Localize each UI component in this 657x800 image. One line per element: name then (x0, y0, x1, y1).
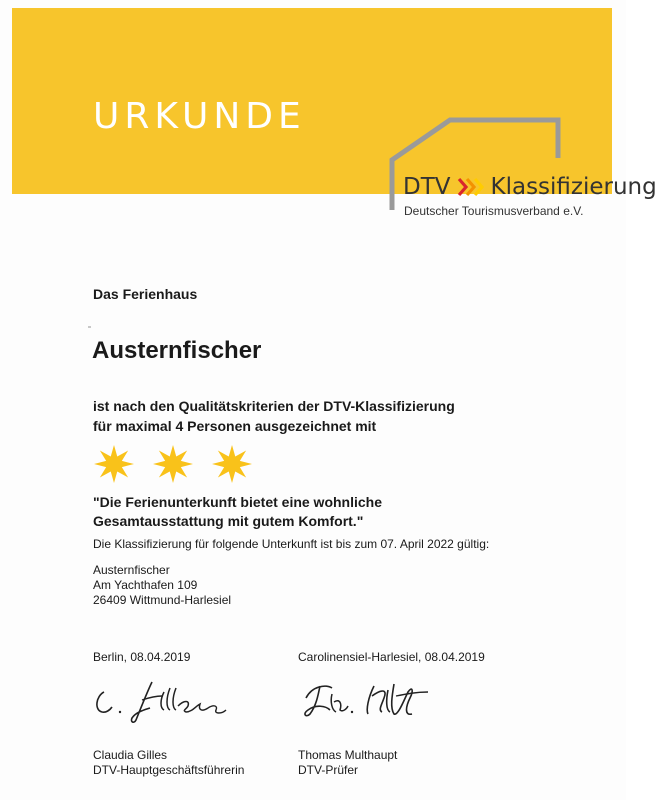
right-signatory-role: DTV-Prüfer (298, 763, 359, 777)
left-signatory-name: Claudia Gilles (93, 748, 168, 762)
quote-line-2: Gesamtausstattung mit gutem Komfort." (93, 513, 364, 529)
address-block (93, 563, 231, 608)
certificate-title: URKUNDE (93, 96, 306, 137)
criteria-line-2: für maximal 4 Personen ausgezeichnet mit (93, 418, 377, 434)
star-rating (92, 444, 269, 484)
rating-quote (93, 493, 382, 531)
address-city: 26409 Wittmund-Harlesiel (93, 593, 232, 607)
quote-line-1: "Die Ferienunterkunft bietet eine wohnliche (93, 494, 383, 510)
left-signatory-role: DTV-Hauptgeschäftsführerin (93, 763, 245, 777)
signature-multhaupt (296, 670, 446, 730)
logo-dtv-text: DTV (403, 174, 451, 200)
left-place-date: Berlin, 08.04.2019 (93, 650, 191, 664)
right-signatory (298, 748, 397, 778)
scan-speck (88, 326, 91, 328)
property-name: Austernfischer (92, 337, 262, 364)
star-icon (210, 444, 254, 484)
right-place-date: Carolinensiel-Harlesiel, 08.04.2019 (298, 650, 485, 664)
right-signatory-name: Thomas Multhaupt (298, 748, 398, 762)
dtv-logo (403, 172, 657, 202)
criteria-line-1: ist nach den Qualitätskriterien der DTV-Klassifizierung (93, 398, 455, 414)
logo-subtitle: Deutscher Tourismusverband e.V. (404, 204, 584, 218)
signature-gilles (90, 670, 240, 730)
left-signatory (93, 748, 244, 778)
chevrons-icon (457, 176, 487, 198)
address-street: Am Yachthafen 109 (93, 578, 198, 592)
intro-text: Das Ferienhaus (93, 286, 198, 302)
criteria-text (93, 396, 455, 436)
validity-text: Die Klassifizierung für folgende Unterkunft ist bis zum 07. April 2022 gültig: (93, 537, 490, 551)
address-name: Austernfischer (93, 563, 170, 577)
logo-klassifizierung-text: Klassifizierung (490, 174, 657, 200)
star-icon (151, 444, 195, 484)
star-icon (92, 444, 136, 484)
